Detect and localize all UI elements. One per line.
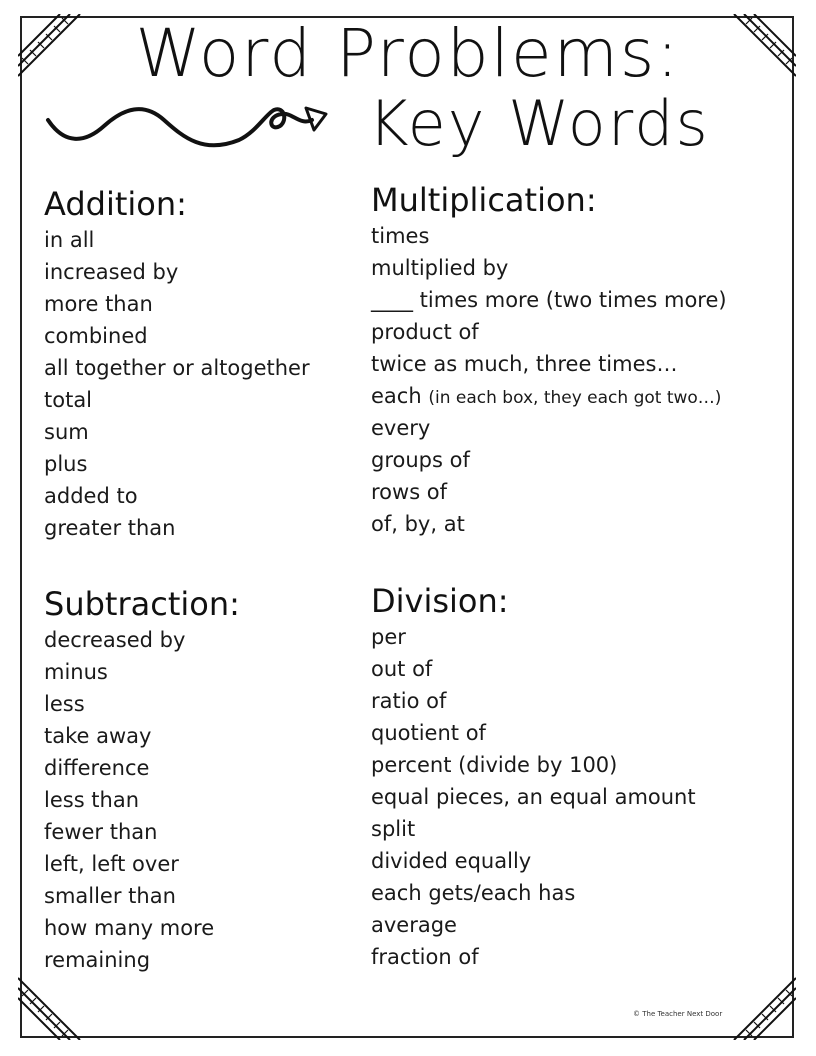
list-item: split xyxy=(371,817,416,841)
section-multiplication xyxy=(371,180,727,540)
list-item: increased by xyxy=(44,260,179,284)
list-item: remaining xyxy=(44,948,151,972)
subtraction-heading: Subtraction: xyxy=(44,585,240,623)
each-note: (in each box, they each got two…) xyxy=(428,388,722,408)
addition-heading: Addition: xyxy=(44,185,187,223)
list-item: product of xyxy=(371,320,479,344)
list-item: take away xyxy=(44,724,152,748)
division-heading: Division: xyxy=(371,582,509,620)
list-item: per xyxy=(371,625,406,649)
section-subtraction xyxy=(44,584,240,976)
list-item: rows of xyxy=(371,480,448,504)
list-item: smaller than xyxy=(44,884,176,908)
subtraction-list xyxy=(44,624,240,976)
division-list xyxy=(371,621,696,973)
list-item: average xyxy=(371,913,457,937)
list-item: total xyxy=(44,388,93,412)
list-item: left, left over xyxy=(44,852,179,876)
list-item: greater than xyxy=(44,516,176,540)
list-item: divided equally xyxy=(371,849,532,873)
list-item: minus xyxy=(44,660,108,684)
list-item: every xyxy=(371,416,431,440)
list-item: how many more xyxy=(44,916,215,940)
list-item: combined xyxy=(44,324,148,348)
list-item: plus xyxy=(44,452,88,476)
list-item: times xyxy=(371,224,430,248)
list-item: equal pieces, an equal amount xyxy=(371,785,696,809)
section-division xyxy=(371,581,696,973)
list-item: of, by, at xyxy=(371,512,465,536)
list-item: multiplied by xyxy=(371,256,509,280)
list-item: out of xyxy=(371,657,433,681)
each-main: each xyxy=(371,384,422,408)
list-item: ____ times more (two times more) xyxy=(371,288,727,312)
striped-corner-icon xyxy=(726,970,796,1040)
list-item: less xyxy=(44,692,85,716)
list-item: more than xyxy=(44,292,153,316)
squiggle-arrow-icon xyxy=(44,92,334,162)
list-item: in all xyxy=(44,228,95,252)
list-item: decreased by xyxy=(44,628,186,652)
list-item: sum xyxy=(44,420,89,444)
list-item: quotient of xyxy=(371,721,486,745)
striped-corner-icon xyxy=(18,970,88,1040)
multiplication-list xyxy=(371,220,727,540)
copyright-notice: © The Teacher Next Door xyxy=(633,1010,723,1018)
list-item: difference xyxy=(44,756,150,780)
list-item: twice as much, three times… xyxy=(371,352,678,376)
multiplication-heading: Multiplication: xyxy=(371,181,597,219)
list-item: percent (divide by 100) xyxy=(371,753,618,777)
title-line-2: Key Words xyxy=(368,87,710,160)
title-line-1: Word Problems: xyxy=(135,15,681,92)
list-item: fewer than xyxy=(44,820,158,844)
list-item: all together or altogether xyxy=(44,356,310,380)
list-item: ratio of xyxy=(371,689,447,713)
list-item: each gets/each has xyxy=(371,881,576,905)
list-item: fraction of xyxy=(371,945,479,969)
addition-list xyxy=(44,224,310,544)
list-item xyxy=(371,380,727,412)
list-item: less than xyxy=(44,788,140,812)
list-item: added to xyxy=(44,484,138,508)
section-addition xyxy=(44,184,310,544)
list-item: groups of xyxy=(371,448,470,472)
